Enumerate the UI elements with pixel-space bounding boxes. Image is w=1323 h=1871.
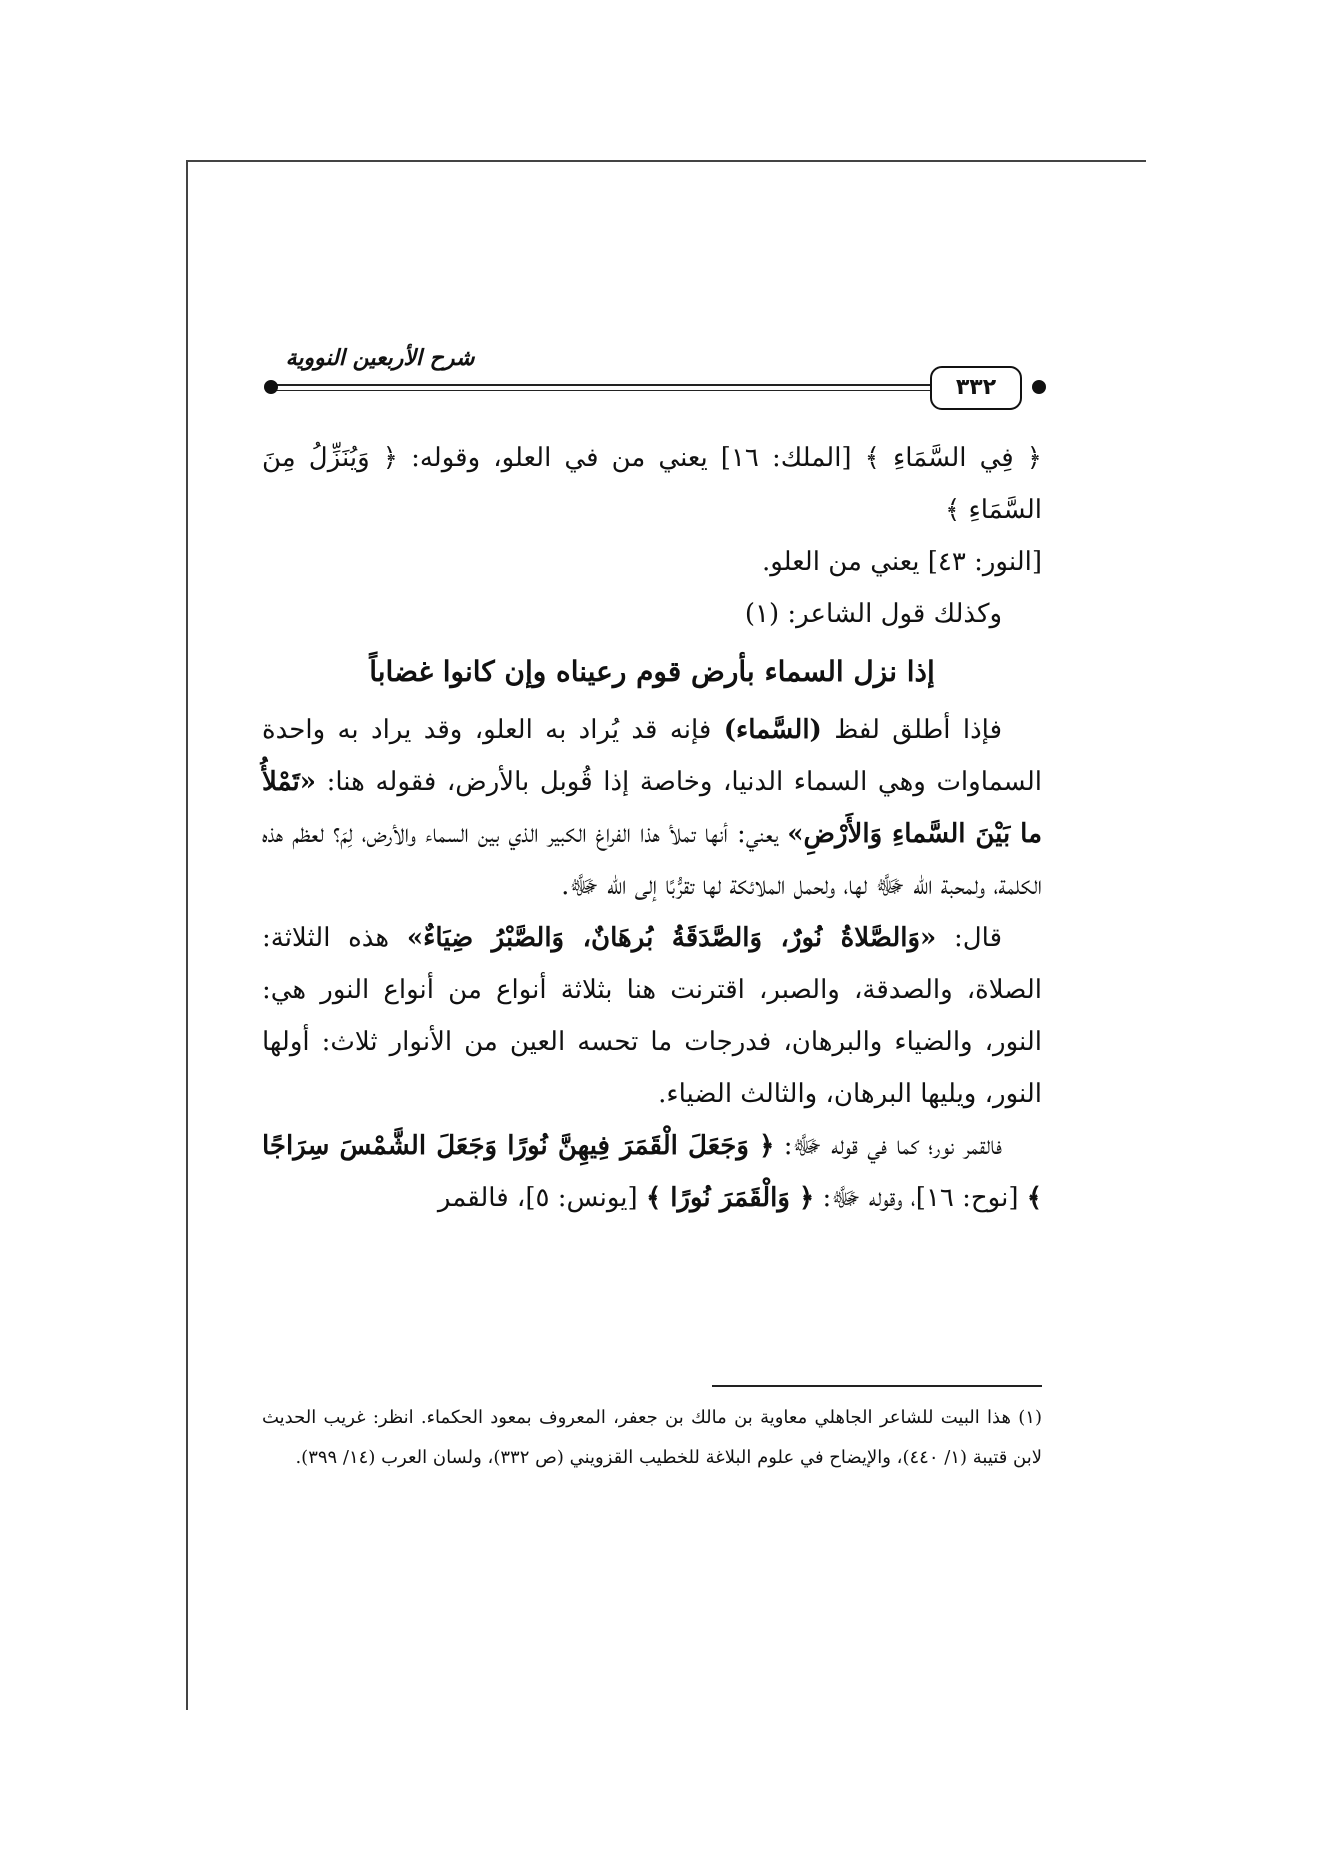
- paragraph-text: [نوح: ١٦]، وقوله ﷻ:: [822, 1183, 1019, 1213]
- rule-end-dot-left: [264, 380, 278, 394]
- footnote-text: (١) هذا البيت للشاعر الجاهلي معاوية بن مالك بن جعفر، المعروف بمعود الحكماء. انظر: غريب الحديث لابن قتيبة (١/ ٤٤٠)، والإيضاح في علوم البلاغة للخطيب القزويني (ص ٣٣٢)، ولسان العرب (١٤/ ٣٩٩).: [262, 1407, 1042, 1468]
- rule-end-dot-right: [1032, 380, 1046, 394]
- paragraph-text: فإذا أطلق لفظ: [834, 715, 1003, 745]
- page-frame-top: [186, 160, 1146, 162]
- paragraph: [262, 704, 1042, 912]
- header-rule: [275, 384, 935, 386]
- main-text: [262, 432, 1042, 1224]
- hadith-quote: «تَمْلأُ ما بَيْنَ السَّماءِ وَالأَرْضِ»: [262, 767, 1042, 849]
- page-number: ٣٣٢: [930, 366, 1022, 410]
- highlighted-term: (السَّماء): [723, 715, 822, 745]
- paragraph-text: فالقمر نور؛ كما في قوله ﷻ:: [783, 1131, 1003, 1161]
- book-title: شرح الأربعين النووية: [285, 345, 475, 371]
- text-line: [النور: ٤٣] يعني من العلو.: [761, 547, 1042, 577]
- header-rule-secondary: [275, 390, 935, 391]
- paragraph: [262, 1120, 1042, 1224]
- poetry-verse: إذا نزل السماء بأرض قوم رعيناه وإن كانوا غضاباً: [369, 655, 935, 688]
- page-frame-left: [186, 160, 188, 1710]
- text-line: وكذلك قول الشاعر: (١): [744, 599, 1002, 629]
- hadith-quote: «وَالصَّلاةُ نُورٌ، وَالصَّدَقَةُ بُرهَانٌ، وَالصَّبْرُ ضِيَاءٌ»: [406, 923, 937, 953]
- footnote-separator: [712, 1385, 1042, 1387]
- quran-quote: ﴿ وَالْقَمَرَ نُورًا ﴾: [645, 1183, 815, 1213]
- paragraph-text: هذه الثلاثة: الصلاة، والصدقة، والصبر، اقترنت هنا بثلاثة أنواع من أنواع النور هي: النور، والضياء والبرهان، فدرجات ما تحسه العين من الأنوار ثلاث: أولها النور، ويليها البرهان، والثالث الضياء.: [262, 923, 1042, 1109]
- quran-quote: ﴿ وَجَعَلَ الْقَمَرَ فِيهِنَّ نُورًا وَجَعَلَ الشَّمْسَ سِرَاجًا ﴾: [262, 1131, 1042, 1213]
- paragraph-text: [يونس: ٥]، فالقمر: [437, 1183, 638, 1213]
- paragraph-text: فإنه قد يُراد به العلو، وقد يراد به واحدة السماوات وهي السماء الدنيا، وخاصة إذا قُوبل بالأرض، فقوله هنا:: [262, 715, 1042, 797]
- text-line: ﴿ فِي السَّمَاءِ ﴾ [الملك: ١٦] يعني من في العلو، وقوله: ﴿ وَيُنَزِّلُ مِنَ السَّمَاءِ ﴾: [262, 443, 1042, 525]
- paragraph-text: يعني: أنها تملأ هذا الفراغ الكبير الذي بين السماء والأرض، لِمَ؟ لعظم هذه الكلمة، ولمحبة الله ﷻ لها، ولحمل الملائكة لها تقرُّبًا إلى الله ﷻ.: [262, 819, 1042, 901]
- paragraph-text: قال:: [954, 923, 1003, 953]
- footnote: [262, 1398, 1042, 1478]
- page-header: [270, 340, 1040, 400]
- paragraph: [262, 912, 1042, 1120]
